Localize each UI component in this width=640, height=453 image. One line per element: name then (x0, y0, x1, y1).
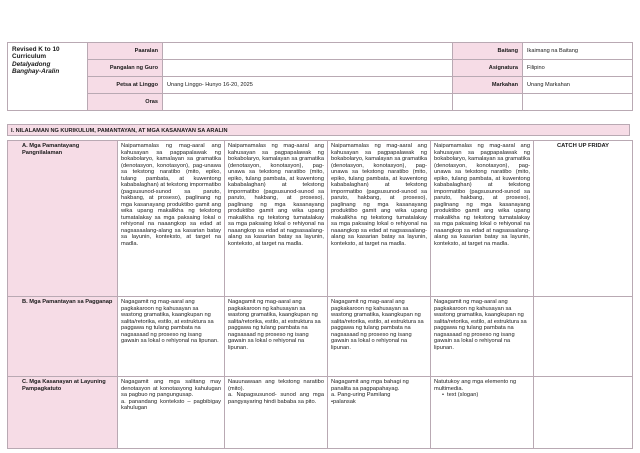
markahan-label: Markahan (453, 77, 523, 94)
day2-text: Nauunawaan ang tekstong naratibo (mito). (228, 379, 324, 392)
school-title-line4: Banghay-Aralin (12, 68, 60, 76)
curriculum-table (7, 140, 633, 449)
section-title: I. NILALAMAN NG KURIKULUM, PAMANTAYAN, AT MGA KASANAYAN SA ARALIN (7, 124, 630, 136)
pangnilalaman-cell-3: Naipamamalas ng mag-aaral ang kahusayan sa pagpapalawak ng bokabolaryo, kamalayan sa gramatika (denotasyon, konotasyon), pag-unawa sa tekstong naratibo (mito, epiko, tulang pambata, at kuwentong kababalaghan) at tekstong impormatibo (pagsusunod-sunod sa paruto, hakbang, at proseso), paglinang ng mga kasanayang produktibo gamit ang wika upang makalikha ng tekstong tumatalakay sa mga paksaing lokal o rehiyonal na naaangkop sa edad at nagsasaalang-alang sa kasarian batay sa layunin, konteksto, at target na madla. (328, 141, 431, 297)
pagganap-cell-5 (534, 297, 633, 377)
pangnilalaman-cell-2: Naipamamalas ng mag-aaral ang kahusayan sa pagpapalawak ng bokabolaryo, kamalayan sa gramatika (denotasyon, konotasyon), pag-unawa sa tekstong naratibo (mito, epiko, tulang pambata, at kuwentong kababalaghan) at tekstong impormatibo (pagsusunod-sunod sa paruto, hakbang, at proseso), paglinang ng mga kasanayang produktibo gamit ang wika upang makalikha ng tekstong tumatalakay sa mga paksaing lokal o rehiyonal na naaangkop sa edad at nagsasaalang-alang sa kasarian batay sa layunin, konteksto, at target na madla. (225, 141, 328, 297)
pampagkatuto-day1 (118, 377, 225, 449)
pampagkatuto-day2 (225, 377, 328, 449)
baitang-value: Ikaimang na Baitang (523, 43, 633, 60)
baitang-label: Baitang (453, 43, 523, 60)
day3-bullet-text: palansak (333, 398, 356, 405)
guro-value (163, 60, 453, 77)
pagganap-cell-4: Nagagamit ng mag-aaral ang pagkakaroon ng kahusayan sa wastong gramatika, kaangkupan ng salita/retorika, estilo, at estruktura sa paggawa ng tulang pambata na nagsasaad ng proseso ng isang gawain sa lokal o rehiyonal na lipunan. (431, 297, 534, 377)
day4-text: Natutukoy ang mga elemento ng multimedia. (434, 379, 517, 392)
pagganap-label: B. Mga Pamantayan sa Pagganap (8, 297, 118, 377)
school-title-line2: Curriculum (12, 53, 47, 61)
oras-label: Oras (88, 94, 163, 111)
catch-up-friday: CATCH UP FRIDAY (534, 141, 633, 297)
pagganap-cell-1: Nagagamit ng mag-aaral ang pagkakaroon ng kahusayan sa wastong gramatika, kaangkupan ng salita/retorika, estilo, at estruktura sa paggawa ng tulang pambata na nagsasaad ng proseso ng isang gawain sa lokal o rehiyonal na lipunan. (118, 297, 225, 377)
pampagkatuto-day3 (328, 377, 431, 449)
day3-text: Nagagamit ang mga bahagi ng panalita sa pagpapahayag. (331, 379, 409, 392)
petsa-label: Petsa at Linggo (88, 77, 163, 94)
markahan-value: Unang Markahan (523, 77, 633, 94)
day1-sub: a. panandang konteksto – pagbibigay kahulugan (121, 398, 221, 411)
pangnilalaman-cell-1: Naipamamalas ng mag-aaral ang kahusayan sa pagpapalawak ng bokabolaryo, kamalayan sa gramatika (denotasyon, konotasyon), pag-unawa sa tekstong naratibo (mito, epiko, tulang pambata, at kuwentong kababalaghan) at tekstong impormatibo (pagsusunod-sunod sa paruto, hakbang, at proseso), paglinang ng mga kasanayang produktibo gamit ang wika upang makalikha ng tekstong tumatalakay sa mga paksaing lokal o rehiyonal na naaangkop sa edad at nagsasaalang-alang sa kasarian batay sa layunin, konteksto, at target na madla. (118, 141, 225, 297)
oras-blank-2 (523, 94, 633, 111)
paaralan-value (163, 43, 453, 60)
day1-text: Nagagamit ang mga salitang may denotasyon at konotasyong kahulugan sa pagbuo ng pangungusap. (121, 379, 221, 398)
asignatura-value: Filipino (523, 60, 633, 77)
pampagkatuto-label: C. Mga Kasanayan at Layuning Pampagkatuto (8, 377, 118, 449)
school-title-line3: Detalyadong (12, 60, 51, 68)
pangnilalaman-cell-4: Naipamamalas ng mag-aaral ang kahusayan sa pagpapalawak ng bokabolaryo, kamalayan sa gramatika (denotasyon, konotasyon), pag-unawa sa tekstong naratibo (mito, epiko, tulang pambata, at kuwentong kababalaghan) at tekstong impormatibo (pagsusunod-sunod sa paruto, hakbang, at proseso), paglinang ng mga kasanayang produktibo gamit ang wika upang makalikha ng tekstong tumatalakay sa mga paksaing lokal o rehiyonal na naaangkop sa edad at nagsasaalang-alang sa kasarian batay sa layunin, konteksto, at target na madla. (431, 141, 534, 297)
pampagkatuto-day5 (534, 377, 633, 449)
pagganap-cell-3: Nagagamit ng mag-aaral ang pagkakaroon ng kahusayan sa wastong gramatika, kaangkupan ng salita/retorika, estilo, at estruktura sa paggawa ng tulang pambata na nagsasaad ng proseso ng isang gawain sa lokal o rehiyonal na lipunan. (328, 297, 431, 377)
oras-value (163, 94, 453, 111)
pampagkatuto-day4 (431, 377, 534, 449)
day4-bullet: • text (slogan) (434, 392, 530, 399)
asignatura-label: Asignatura (453, 60, 523, 77)
day3-bullet: •palansak (331, 398, 356, 405)
pagganap-cell-2: Nagagamit ng mag-aaral ang pagkakaroon ng kahusayan sa wastong gramatika, kaangkupan ng salita/retorika, estilo, at estruktura sa paggawa ng tulang pambata na nagsasaad ng proseso ng isang gawain sa lokal o rehiyonal na lipunan. (225, 297, 328, 377)
paaralan-label: Paaralan (88, 43, 163, 60)
oras-blank-1 (453, 94, 523, 111)
pangnilalaman-label: A. Mga Pamantayang Pangnilalaman (8, 141, 118, 297)
day3-sub: a. Pang-uring Pamilang (331, 392, 391, 398)
header-table (7, 42, 633, 111)
school-title-line1: Revised K to 10 (12, 46, 60, 53)
guro-label: Pangalan ng Guro (88, 60, 163, 77)
school-title-cell (8, 43, 88, 111)
day2-sub: a. Napagsusunod- sunod ang mga pangyayaring hindi bababa sa pito. (228, 392, 324, 405)
petsa-value: Unang Linggo- Hunyo 16-20, 2025 (163, 77, 453, 94)
